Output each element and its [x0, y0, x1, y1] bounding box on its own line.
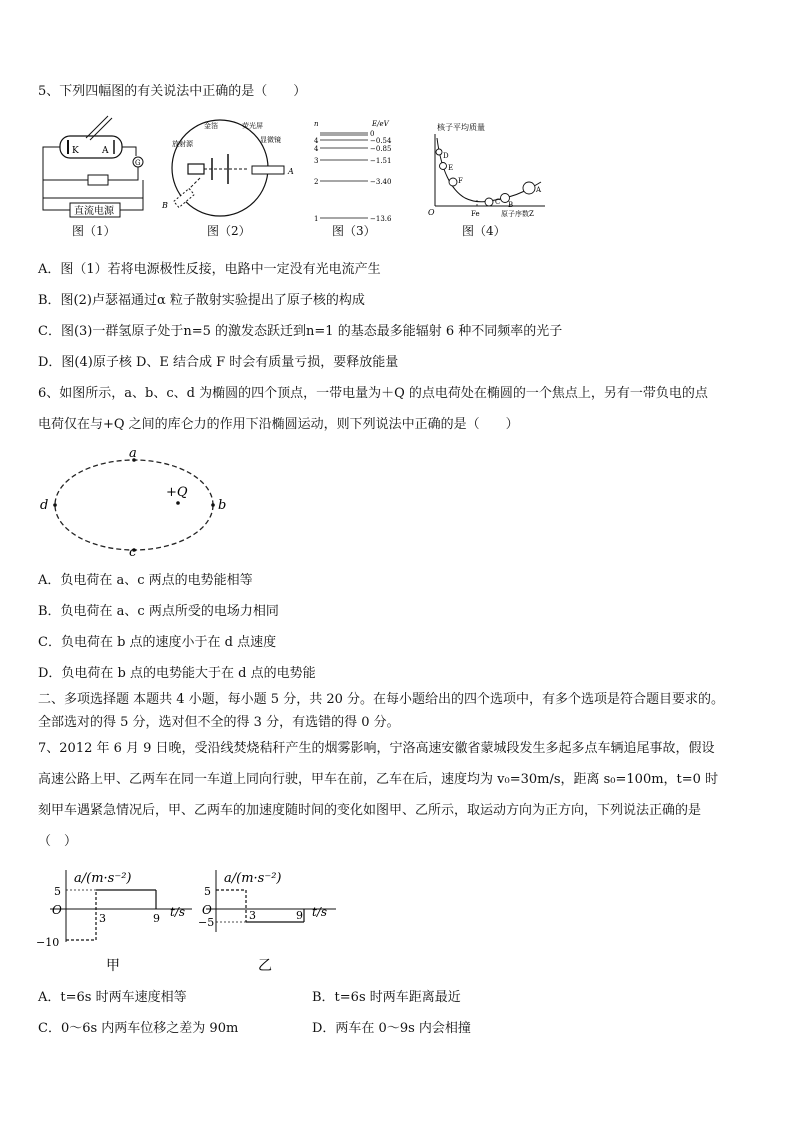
fig4-label: 图（4）	[462, 224, 506, 238]
q6-point-d: d	[40, 498, 49, 513]
fig3-e5: −13.6	[370, 215, 392, 223]
fig1-label: 图（1）	[72, 224, 116, 238]
section2-line-1: 二、多项选择题 本题共 4 小题，每小题 5 分，共 20 分。在每小题给出的四个选项中，有多个选项是符合题目要求的。	[38, 692, 725, 707]
q6-option-d: D．负电荷在 b 点的电势能大于在 d 点的电势能	[38, 666, 316, 681]
fig4-pt-a: A	[536, 186, 542, 194]
q5-option-d: D．图(4)原子核 D、E 结合成 F 时会有质量亏损，要释放能量	[38, 355, 399, 370]
fig3-e0: 0	[370, 130, 375, 138]
g1-origin: O	[52, 903, 62, 917]
g2-t: t/s	[312, 905, 328, 919]
fig1-a: A	[102, 146, 109, 156]
fig3-n3: 3	[314, 157, 319, 165]
q5-figure-2	[160, 118, 300, 224]
g2-x1: 3	[249, 909, 256, 922]
q6-stem-2: 电荷仅在与+Q 之间的库仑力的作用下沿椭圆运动，则下列说法中正确的是（ ）	[38, 417, 519, 432]
q7-option-a: A．t=6s 时两车速度相等	[38, 990, 187, 1005]
q5-figure-3	[312, 118, 404, 226]
fig3-e-head: E/eV	[372, 120, 389, 128]
q6-point-a: a	[129, 446, 137, 461]
q5-option-b: B．图(2)卢瑟福通过α 粒子散射实验提出了原子核的构成	[38, 293, 365, 308]
q6-point-b: b	[218, 498, 227, 513]
g2-x2: 9	[296, 909, 303, 922]
q6-point-c: c	[129, 545, 137, 558]
q7-stem-3: 刻甲车遇紧急情况后，甲、乙两车的加速度随时间的变化如图甲、乙所示，取运动方向为正方向，下列说法正确的是	[38, 803, 702, 818]
fig4-pt-b: B	[508, 201, 514, 209]
q6-option-c: C．负电荷在 b 点的速度小于在 d 点速度	[38, 635, 277, 650]
fig3-n4a: 4	[314, 137, 319, 145]
fig1-power: 直流电源	[74, 206, 114, 217]
fig4-xlabel: 原子序数Z	[501, 210, 534, 218]
g2-y2: −5	[198, 916, 215, 929]
fig4-pt-f: F	[458, 177, 463, 185]
fig1-k: K	[72, 146, 79, 156]
fig3-n1: 1	[314, 215, 319, 223]
g1-x1: 3	[99, 912, 106, 925]
fig3-e1: −0.54	[370, 137, 392, 145]
g2-axis: a/(m·s⁻²)	[224, 871, 282, 886]
fig4-pt-c: C	[495, 198, 501, 206]
section2-line-2: 全部选对的得 5 分，选对但不全的得 3 分，有选错的得 0 分。	[38, 715, 400, 730]
q7-stem-4: （ ）	[38, 834, 78, 849]
fig1-g: G	[135, 159, 141, 167]
q6-option-a: A．负电荷在 a、c 两点的电势能相等	[38, 573, 253, 588]
fig4-pt-d: D	[443, 152, 449, 160]
fig2-label: 图（2）	[207, 224, 251, 238]
fig3-n4b: 4	[314, 145, 319, 153]
q5-stem: 5、下列四幅图的有关说法中正确的是（ ）	[38, 84, 307, 99]
q6-stem-1: 6、如图所示，a、b、c、d 为椭圆的四个顶点，一带电量为＋Q 的点电荷处在椭圆的一个焦点上，另有一带负电的点	[38, 386, 708, 401]
g1-x2: 9	[153, 912, 160, 925]
fig3-label: 图（3）	[332, 224, 376, 238]
q7-option-b: B．t=6s 时两车距离最近	[312, 990, 461, 1005]
fig3-e2: −0.85	[370, 145, 392, 153]
fig3-e4: −3.40	[370, 178, 392, 186]
g1-t: t/s	[170, 905, 186, 919]
q6-charge-q: +Q	[166, 485, 188, 500]
g1-y1: 5	[54, 885, 61, 898]
q7-option-d: D．两车在 0～9s 内会相撞	[312, 1021, 471, 1036]
fig2-b: B	[162, 201, 168, 210]
g2-y1: 5	[204, 885, 211, 898]
fig3-n-head: n	[314, 120, 319, 128]
fig3-e3: −1.51	[370, 157, 392, 165]
q5-figure-1	[38, 108, 158, 238]
g2-origin: O	[202, 903, 212, 917]
fig2-a: A	[288, 167, 294, 176]
fig4-pt-e: E	[448, 164, 454, 172]
fig3-n2: 2	[314, 178, 319, 186]
q5-figure-4	[425, 120, 550, 220]
q7-option-c: C．0～6s 内两车位移之差为 90m	[38, 1021, 239, 1036]
q6-option-b: B．负电荷在 a、c 两点所受的电场力相同	[38, 604, 279, 619]
g1-axis: a/(m·s⁻²)	[74, 871, 132, 886]
fig2-t4: 放射源	[172, 140, 193, 148]
q6-ellipse-figure	[36, 446, 236, 558]
q7-graph-jia	[32, 862, 202, 980]
fig4-origin: O	[428, 208, 435, 217]
fig4-fe: Fe	[471, 210, 480, 218]
q7-stem-1: 7、2012 年 6 月 9 日晚，受沿线焚烧秸秆产生的烟雾影响，宁洛高速安徽省蒙城段发生多起多点车辆追尾事故，假设	[38, 741, 715, 756]
q7-stem-2: 高速公路上甲、乙两车在同一车道上同向行驶，甲车在前，乙车在后，速度均为 v₀=30m/s，距离 s₀=100m，t=0 时	[38, 772, 719, 787]
fig4-ylabel: 核子平均质量	[437, 123, 485, 132]
g1-name: 甲	[106, 958, 120, 974]
fig2-t3: 显微镜	[260, 136, 281, 144]
g2-name: 乙	[258, 958, 272, 974]
q5-option-a: A．图（1）若将电源极性反接，电路中一定没有光电流产生	[38, 262, 381, 277]
g1-y2: −10	[36, 936, 60, 949]
fig2-t1: 金箔	[204, 122, 218, 130]
q7-graph-yi	[196, 862, 346, 980]
fig2-t2: 荧光屏	[242, 122, 263, 130]
q5-option-c: C．图(3)一群氢原子处于n=5 的激发态跃迁到n=1 的基态最多能辐射 6 种不同频率的光子	[38, 324, 563, 339]
